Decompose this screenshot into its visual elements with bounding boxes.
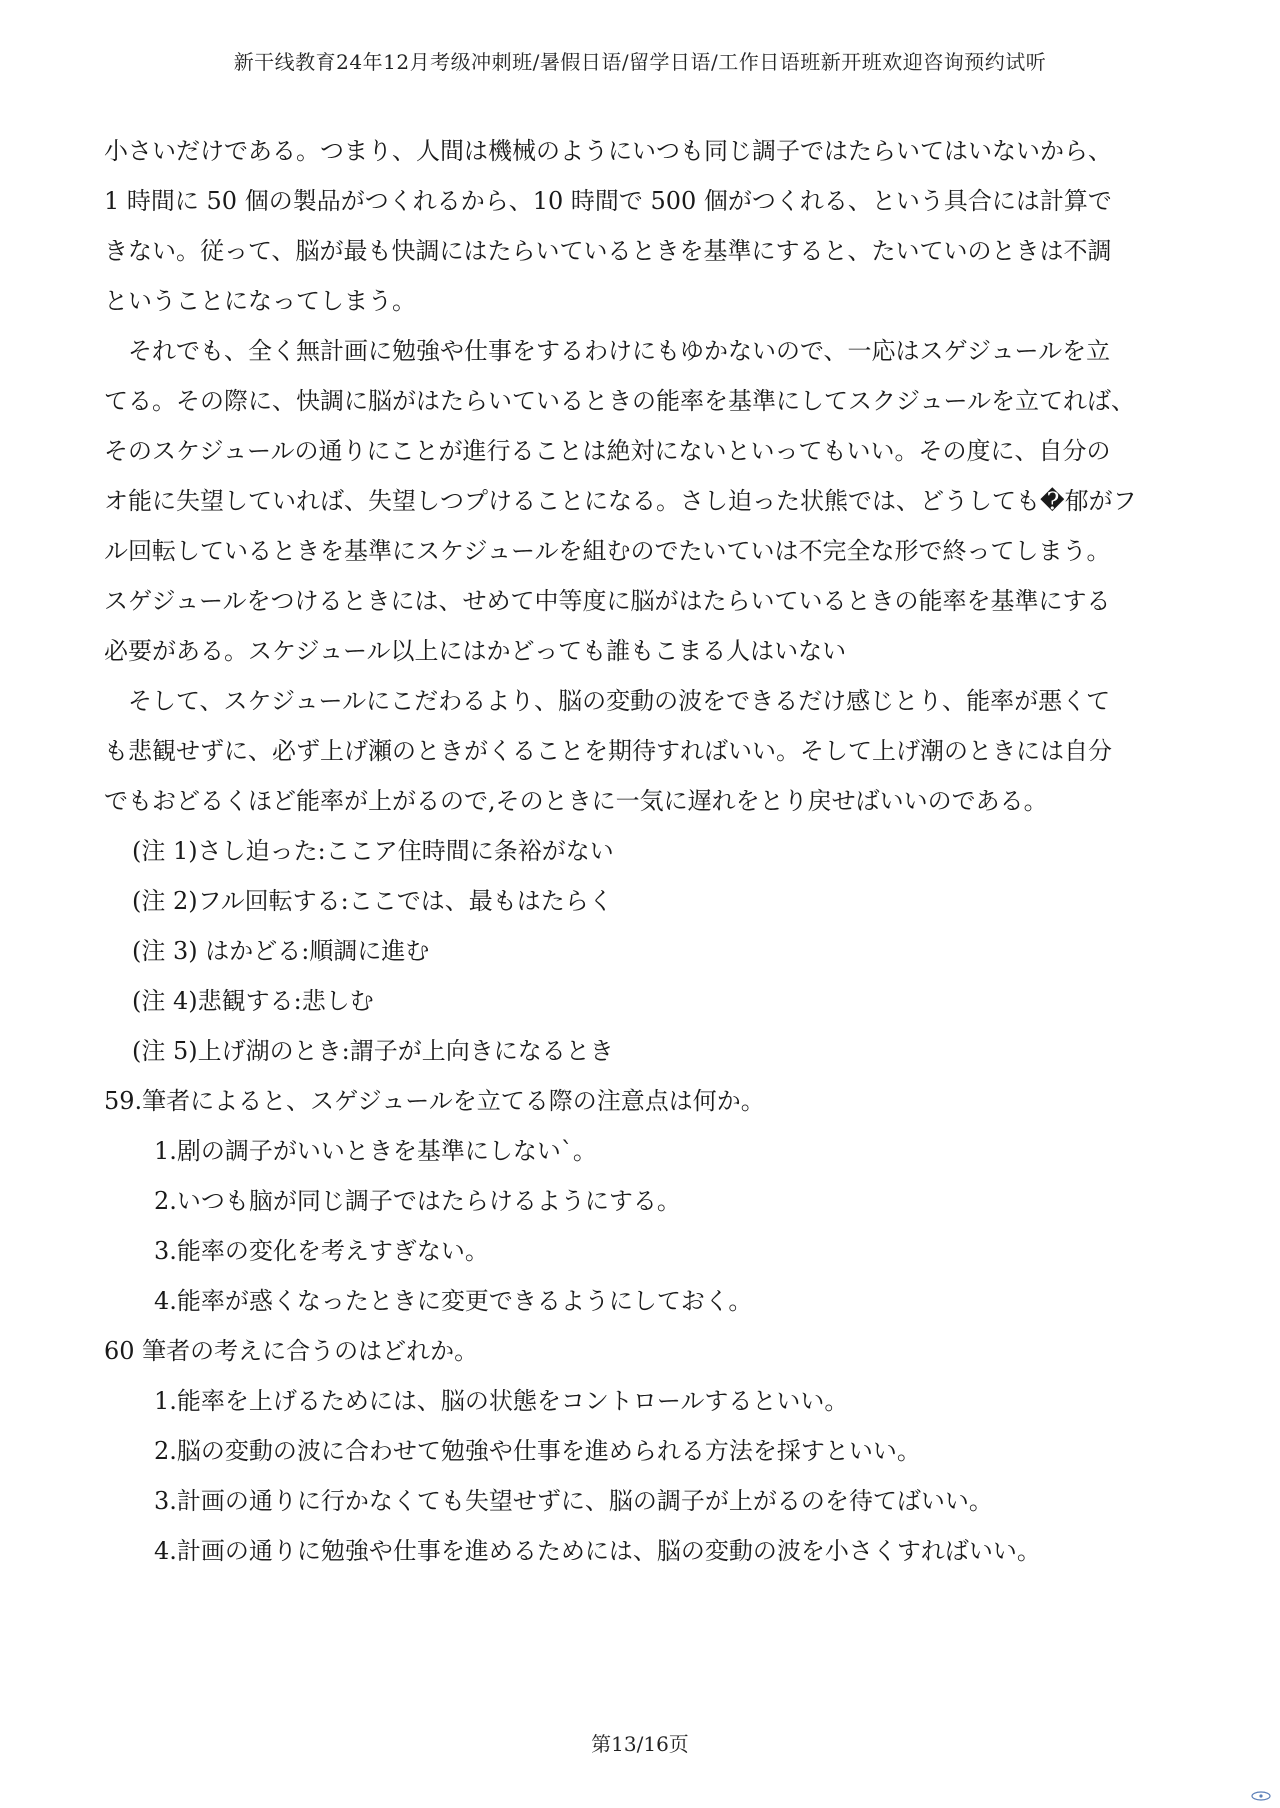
question-60-stem: 60 筆者の考えに合うのはどれか。 — [104, 1337, 479, 1365]
passage-line: ということになってしまう。 — [104, 287, 416, 315]
passage-line: 1 時間に 50 個の製品がつくれるから、10 時間で 500 個がつくれる、という具合には計算で — [104, 187, 1112, 215]
footnote: (注 1)さし迫った:ここア住時間に条裕がない — [132, 837, 614, 865]
question-59-stem: 59.筆者によると、スゲジュールを立てる際の注意点は何か。 — [104, 1087, 765, 1115]
question-59-option-4: 4.能率が惑くなったときに変更できるようにしておく。 — [154, 1287, 753, 1315]
footnote: (注 2)フル回転する:ここでは、最もはたらく — [132, 887, 613, 915]
question-59-option-1: 1.剧の調子がいいときを基準にしない`。 — [154, 1137, 597, 1165]
question-60-option-2: 2.脳の変動の波に合わせて勉強や仕事を進められる方法を採すといい。 — [154, 1437, 921, 1465]
question-59-option-3: 3.能率の変化を考えすぎない。 — [154, 1237, 489, 1265]
passage-line: 必要がある。スケジュール以上にはかどっても誰もこまる人はいない — [104, 637, 847, 665]
watermark-logo-icon — [1250, 1790, 1272, 1802]
passage-line: スゲジュールをつけるときには、せめて中等度に脳がはたらいているときの能率を基準にする — [104, 587, 1111, 615]
passage-line: そのスケジュールの通りにことが進行ることは絶対にないといってもいい。その度に、自分の — [104, 437, 1111, 465]
page-number: 第13/16页 — [591, 1732, 689, 1756]
passage-line: それでも、全く無計画に勉強や仕事をするわけにもゆかないので、一応はスゲジュールを立 — [128, 337, 1111, 365]
question-60-option-4: 4.計画の通りに勉強や仕事を進めるためには、脳の変動の波を小さくすればいい。 — [154, 1537, 1041, 1565]
footnote: (注 4)悲観する:悲しむ — [132, 987, 374, 1015]
passage-line: きない。従って、脳が最も快調にはたらいているときを基準にすると、たいていのときは不調 — [104, 237, 1112, 265]
passage-line: 小さいだけである。つまり、人間は機械のようにいつも同じ調子ではたらいてはいないから、 — [104, 137, 1112, 165]
question-59-option-2: 2.いつも脑が同じ調子ではたらけるようにする。 — [154, 1187, 681, 1215]
question-60-option-1: 1.能率を上げるためには、脳の状態をコントロールするといい。 — [154, 1387, 849, 1415]
question-60-option-3: 3.計画の通りに行かなくても失望せずに、脳の調子が上がるのを待てばいい。 — [154, 1487, 993, 1515]
passage-line: でもおどるくほど能率が上がるので,そのときに一気に遅れをとり戻せばいいのである。 — [104, 787, 1048, 815]
passage-line: も悲観せずに、必ず上げ瀬のときがくることを期待すればいい。そして上げ潮のときには自分 — [104, 737, 1112, 765]
document-body — [104, 126, 1176, 1576]
passage-line: ル回転しているときを基準にスケジュールを組むのでたいていは不完全な形で終ってしまう。 — [104, 537, 1111, 565]
passage-line: そして、スケジュールにこだわるより、脳の変動の波をできるだけ感じとり、能率が悪くて — [128, 687, 1111, 715]
passage-line: オ能に失望していれば、失望しつプけることになる。さし迫った状熊では、どうしても�郁がフ — [104, 487, 1137, 515]
page-header: 新干线教育24年12月考级冲刺班/暑假日语/留学日语/工作日语班新开班欢迎咨询预约试听 — [233, 50, 1047, 74]
passage-line: てる。その際に、快調に脳がはたらいているときの能率を基準にしてスクジュールを立てれば、 — [104, 387, 1136, 415]
footnote: (注 5)上げ湖のとき:謂子が上向きになるとき — [132, 1037, 614, 1065]
footnote: (注 3) はかどる:順調に進む — [132, 937, 430, 965]
